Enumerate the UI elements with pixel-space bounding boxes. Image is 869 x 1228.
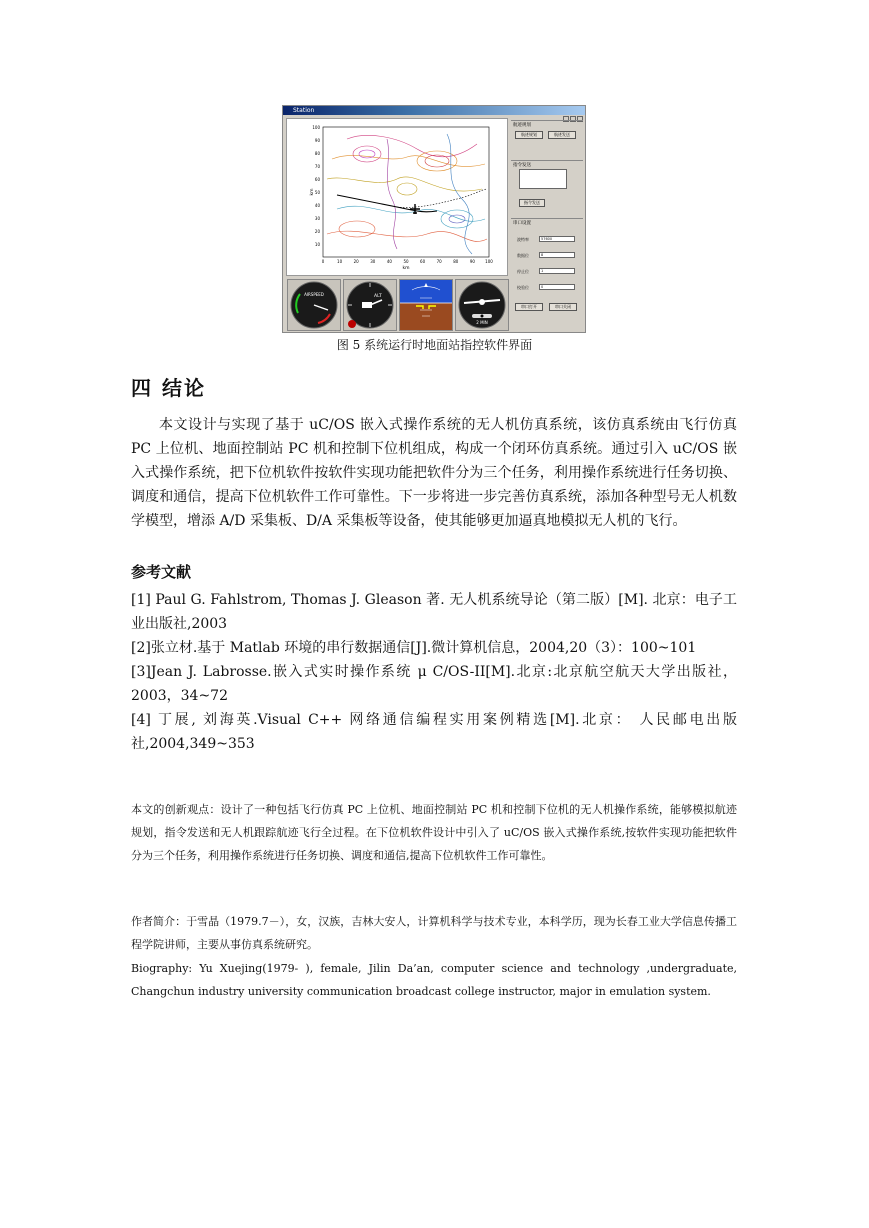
altimeter-label: ALT — [374, 294, 382, 299]
y-tick-label: 10 — [314, 242, 320, 247]
y-tick-label: 60 — [314, 177, 320, 182]
command-group — [511, 160, 583, 219]
x-tick-label: 10 — [337, 259, 343, 264]
attitude-indicator — [399, 279, 453, 331]
route-planning-label: 航迹规划 — [513, 123, 531, 128]
window-title: Station — [293, 107, 315, 114]
flight-instruments — [286, 278, 508, 332]
turn-label: 2 MIN — [476, 320, 488, 325]
reference-item: [3]Jean J. Labrosse.嵌入式实时操作系统 μ C/OS-II[M].北京:北京航空航天大学出版社，2003，34~72 — [131, 664, 737, 704]
data-bits-row — [515, 252, 583, 259]
route-planning-group — [511, 120, 583, 161]
y-tick-label: 100 — [312, 125, 320, 130]
baud-rate-row — [515, 236, 583, 243]
author-intro: 作者简介：于雪晶（1979.7－），女，汉族，吉林大安人，计算机科学与技术专业，本科学历，现为长春工业大学信息传播工程学院讲师，主要从事仿真系统研究。 — [131, 915, 737, 951]
stop-bits-row — [515, 268, 583, 275]
x-tick-label: 90 — [469, 259, 475, 264]
references-list — [131, 588, 737, 756]
y-tick-label: 20 — [314, 229, 320, 234]
baud-rate-field[interactable]: 57600 — [539, 236, 575, 242]
x-tick-label: 0 — [321, 259, 325, 264]
figure-caption: 图 5 系统运行时地面站指控软件界面 — [336, 338, 533, 352]
y-tick-label: 30 — [314, 216, 320, 221]
x-tick-label: 80 — [453, 259, 459, 264]
window-titlebar — [283, 106, 585, 115]
parity-row — [515, 284, 583, 291]
command-send-button[interactable]: 指令发送 — [519, 199, 545, 207]
serial-close-button[interactable]: 串口关闭 — [549, 303, 577, 311]
y-tick-labels — [312, 125, 320, 247]
section-heading: 四 结论 — [131, 376, 206, 400]
data-bits-field[interactable]: 8 — [539, 252, 575, 258]
x-tick-label: 50 — [403, 259, 409, 264]
reference-item: [4] 丁展, 刘海英.Visual C++ 网络通信编程实用案例精选[M].北京： 人民邮电出版社,2004,349~353 — [131, 712, 737, 752]
airspeed-label: AIRSPEED — [304, 292, 324, 297]
y-tick-label: 50 — [314, 190, 320, 195]
parity-label: 校验位 — [517, 285, 529, 290]
x-axis-label: km — [402, 266, 410, 271]
airspeed-indicator — [287, 279, 341, 331]
route-send-button[interactable]: 航迹发送 — [548, 131, 576, 139]
author-biography: Biography: Yu Xuejing(1979- ), female, Jilin Da’an, computer science and technology ,undergraduate, Changchun industry university communication broadcast college instructor, major in emulation system. — [131, 962, 737, 998]
x-tick-labels — [322, 259, 494, 264]
x-tick-label: 70 — [436, 259, 442, 264]
y-axis-label: km — [310, 188, 315, 196]
innovation-statement: 本文的创新观点：设计了一种包括飞行仿真 PC 上位机、地面控制站 PC 机和控制下位机的无人机操作系统，能够模拟航迹规划，指令发送和无人机跟踪航迹飞行全过程。在下位机软件设计中引入了 uC/OS 嵌入式操作系统,按软件实现功能把软件分为三个任务，利用操作系统进行任务切换、调度和通信,提高下位机软件工作可靠性。 — [131, 803, 737, 862]
serial-open-button[interactable]: 串口打开 — [515, 303, 543, 311]
y-tick-label: 70 — [314, 164, 320, 169]
command-group-label: 指令发送 — [513, 163, 531, 168]
baud-rate-label: 波特率 — [517, 237, 529, 242]
reference-item: [1] Paul G. Fahlstrom, Thomas J. Gleason 著. 无人机系统导论（第二版）[M]. 北京：电子工业出版社,2003 — [131, 592, 737, 632]
references-heading: 参考文献 — [131, 563, 192, 581]
route-plan-button[interactable]: 航迹规划 — [515, 131, 543, 139]
stop-bits-field[interactable]: 1 — [539, 268, 575, 274]
contour-map-plot — [286, 118, 508, 276]
y-tick-label: 80 — [314, 151, 320, 156]
x-tick-label: 40 — [386, 259, 392, 264]
conclusion-text: 本文设计与实现了基于 uC/OS 嵌入式操作系统的无人机仿真系统，该仿真系统由飞行仿真 PC 上位机、地面控制站 PC 机和控制下位机组成，构成一个闭环仿真系统。通过引入 uC/OS 嵌入式操作系统，把下位机软件按软件实现功能把软件分为三个任务，利用操作系统进行任务切换、调度和通信，提高下位机软件工作可靠性。下一步将进一步完善仿真系统，添加各种型号无人机数学模型，增添 A/D 采集板、D/A 采集板等设备，使其能够更加逼真地模拟无人机的飞行。 — [131, 417, 737, 529]
figure-screenshot — [282, 105, 586, 333]
x-tick-label: 60 — [420, 259, 426, 264]
parity-field[interactable]: 0 — [539, 284, 575, 290]
altimeter — [343, 279, 397, 331]
plot-frame — [323, 127, 489, 257]
y-tick-label: 40 — [314, 203, 320, 208]
reference-item: [2]张立材.基于 Matlab 环境的串行数据通信[J].微计算机信息，2004,20（3）：100~101 — [131, 640, 697, 656]
command-input[interactable] — [519, 169, 567, 189]
turn-coordinator — [455, 279, 509, 331]
x-tick-label: 30 — [370, 259, 376, 264]
control-panel — [511, 118, 583, 332]
stop-bits-label: 停止位 — [517, 269, 529, 274]
serial-settings-label: 串口设置 — [513, 221, 531, 226]
contour-map-svg — [287, 119, 507, 275]
data-bits-label: 数据位 — [517, 253, 529, 258]
y-tick-label: 90 — [314, 138, 320, 143]
conclusion-paragraph — [131, 413, 737, 533]
x-tick-label: 20 — [353, 259, 359, 264]
x-tick-label: 100 — [485, 259, 493, 264]
serial-settings-group — [511, 218, 583, 329]
